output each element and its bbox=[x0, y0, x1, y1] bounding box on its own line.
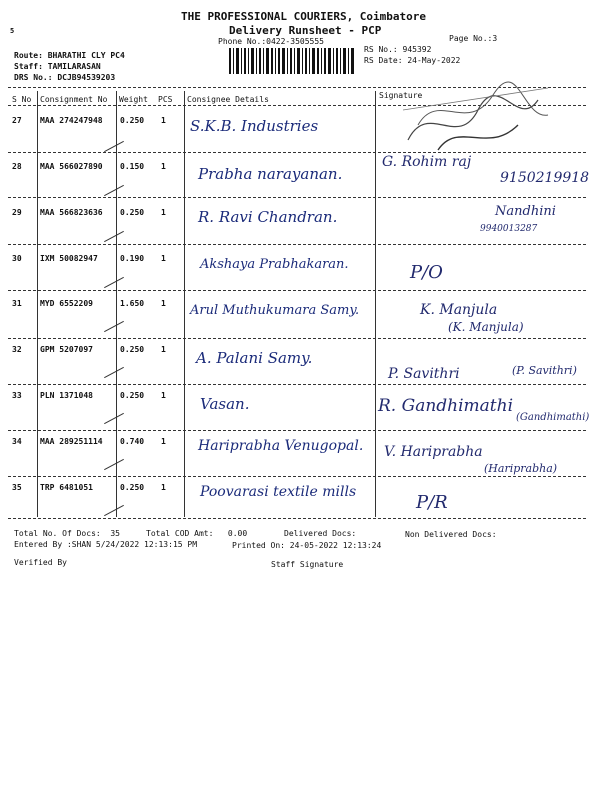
corner-mark: 5 bbox=[10, 27, 15, 35]
receiver-phone: 9940013287 bbox=[480, 224, 538, 234]
row-pcs: 1 bbox=[161, 483, 166, 492]
column-divider bbox=[184, 91, 185, 517]
check-mark bbox=[104, 185, 124, 196]
printed-on: Printed On: 24-05-2022 12:13:24 bbox=[232, 541, 382, 550]
stamp-scribble bbox=[398, 80, 558, 158]
check-mark bbox=[104, 505, 124, 516]
row-consignment-no: MYD 6552209 bbox=[40, 299, 93, 308]
check-mark bbox=[104, 367, 124, 378]
check-mark bbox=[104, 231, 124, 242]
consignee-name: Vasan. bbox=[200, 395, 250, 413]
receiver-signature: K. Manjula bbox=[420, 302, 498, 318]
phone-number: Phone No.:0422-3505555 bbox=[218, 37, 324, 46]
row-pcs: 1 bbox=[161, 391, 166, 400]
row-weight: 0.250 bbox=[120, 345, 145, 354]
row-sno: 27 bbox=[12, 116, 22, 125]
doc-title: Delivery Runsheet - PCP bbox=[229, 24, 382, 37]
row-pcs: 1 bbox=[161, 254, 166, 263]
row-consignment-no: GPM 5207097 bbox=[40, 345, 93, 354]
total-docs: Total No. Of Docs: 35 bbox=[14, 529, 120, 538]
row-consignment-no: MAA 566027890 bbox=[40, 162, 103, 171]
consignee-name: Hariprabha Venugopal. bbox=[198, 438, 364, 454]
column-divider bbox=[37, 91, 38, 517]
staff-name: Staff: TAMILARASAN bbox=[14, 62, 101, 71]
row-consignment-no: TRP 6481051 bbox=[40, 483, 93, 492]
check-mark bbox=[104, 321, 124, 332]
header-weight: Weight bbox=[119, 95, 148, 104]
header-consignment: Consignment No bbox=[40, 95, 108, 104]
receiver-signature: P/O bbox=[410, 262, 443, 283]
rs-date: RS Date: 24-May-2022 bbox=[364, 56, 461, 65]
row-weight: 0.740 bbox=[120, 437, 145, 446]
check-mark bbox=[104, 459, 124, 470]
row-pcs: 1 bbox=[161, 162, 166, 171]
row-sno: 28 bbox=[12, 162, 22, 171]
consignee-name: Arul Muthukumara Samy. bbox=[190, 303, 360, 318]
row-consignment-no: IXM 50082947 bbox=[40, 254, 98, 263]
header-pcs: PCS bbox=[158, 95, 173, 104]
drs-number: DRS No.: DCJB94539203 bbox=[14, 73, 116, 82]
total-cod-amount: Total COD Amt: 0.00 bbox=[146, 529, 248, 538]
row-weight: 0.250 bbox=[120, 391, 145, 400]
company-name: THE PROFESSIONAL COURIERS, Coimbatore bbox=[181, 10, 427, 23]
staff-signature-label: Staff Signature bbox=[271, 560, 344, 569]
row-divider bbox=[8, 384, 586, 385]
entered-by: Entered By :SHAN 5/24/2022 12:13:15 PM bbox=[14, 540, 198, 549]
row-weight: 1.650 bbox=[120, 299, 145, 308]
row-pcs: 1 bbox=[161, 208, 166, 217]
row-pcs: 1 bbox=[161, 437, 166, 446]
page-number: Page No.:3 bbox=[449, 34, 498, 43]
check-mark bbox=[104, 141, 124, 152]
row-pcs: 1 bbox=[161, 116, 166, 125]
row-sno: 34 bbox=[12, 437, 22, 446]
row-sno: 30 bbox=[12, 254, 22, 263]
consignee-name: S.K.B. Industries bbox=[190, 117, 319, 135]
non-delivered-docs: Non Delivered Docs: bbox=[405, 530, 497, 539]
row-weight: 0.250 bbox=[120, 116, 145, 125]
row-divider bbox=[8, 290, 586, 291]
header-signature: Signature bbox=[379, 91, 423, 100]
row-pcs: 1 bbox=[161, 345, 166, 354]
row-divider bbox=[8, 244, 586, 245]
row-pcs: 1 bbox=[161, 299, 166, 308]
check-mark bbox=[104, 413, 124, 424]
barcode bbox=[229, 48, 355, 74]
row-sno: 33 bbox=[12, 391, 22, 400]
consignee-name: Prabha narayanan. bbox=[198, 165, 343, 183]
row-sno: 32 bbox=[12, 345, 22, 354]
rs-number: RS No.: 945392 bbox=[364, 45, 432, 54]
receiver-signature: V. Hariprabha bbox=[384, 444, 483, 460]
receiver-name-print: (P. Savithri) bbox=[512, 364, 577, 377]
verified-by-label: Verified By bbox=[14, 558, 67, 567]
row-divider bbox=[8, 338, 586, 339]
receiver-signature: P. Savithri bbox=[388, 366, 460, 382]
row-consignment-no: PLN 1371048 bbox=[40, 391, 93, 400]
receiver-name-print: (K. Manjula) bbox=[448, 320, 524, 334]
header-sno: S No bbox=[12, 95, 32, 104]
receiver-signature: Nandhini bbox=[495, 204, 556, 219]
check-mark bbox=[104, 277, 124, 288]
row-sno: 35 bbox=[12, 483, 22, 492]
consignee-name: R. Ravi Chandran. bbox=[198, 208, 338, 226]
row-divider bbox=[8, 197, 586, 198]
row-divider bbox=[8, 476, 586, 477]
receiver-name-print: (Hariprabha) bbox=[484, 462, 558, 475]
column-divider bbox=[116, 91, 117, 517]
route: Route: BHARATHI CLY PC4 bbox=[14, 51, 125, 60]
table-bottom-rule bbox=[8, 518, 586, 519]
row-divider bbox=[8, 430, 586, 431]
row-divider bbox=[8, 152, 586, 153]
receiver-phone: 9150219918 bbox=[500, 170, 590, 186]
row-consignment-no: MAA 274247948 bbox=[40, 116, 103, 125]
row-consignment-no: MAA 566823636 bbox=[40, 208, 103, 217]
consignee-name: A. Palani Samy. bbox=[196, 349, 313, 367]
delivered-docs: Delivered Docs: bbox=[284, 529, 357, 538]
column-divider bbox=[375, 91, 376, 517]
receiver-signature: G. Rohim raj bbox=[382, 154, 472, 170]
receiver-signature: P/R bbox=[416, 492, 448, 513]
row-consignment-no: MAA 289251114 bbox=[40, 437, 103, 446]
row-weight: 0.250 bbox=[120, 208, 145, 217]
row-sno: 29 bbox=[12, 208, 22, 217]
receiver-signature: R. Gandhimathi bbox=[378, 396, 514, 416]
row-weight: 0.250 bbox=[120, 483, 145, 492]
row-sno: 31 bbox=[12, 299, 22, 308]
header-consignee: Consignee Details bbox=[187, 95, 269, 104]
row-weight: 0.190 bbox=[120, 254, 145, 263]
consignee-name: Akshaya Prabhakaran. bbox=[200, 257, 349, 272]
row-weight: 0.150 bbox=[120, 162, 145, 171]
consignee-name: Poovarasi textile mills bbox=[200, 484, 357, 500]
receiver-name-print: (Gandhimathi) bbox=[516, 412, 590, 423]
